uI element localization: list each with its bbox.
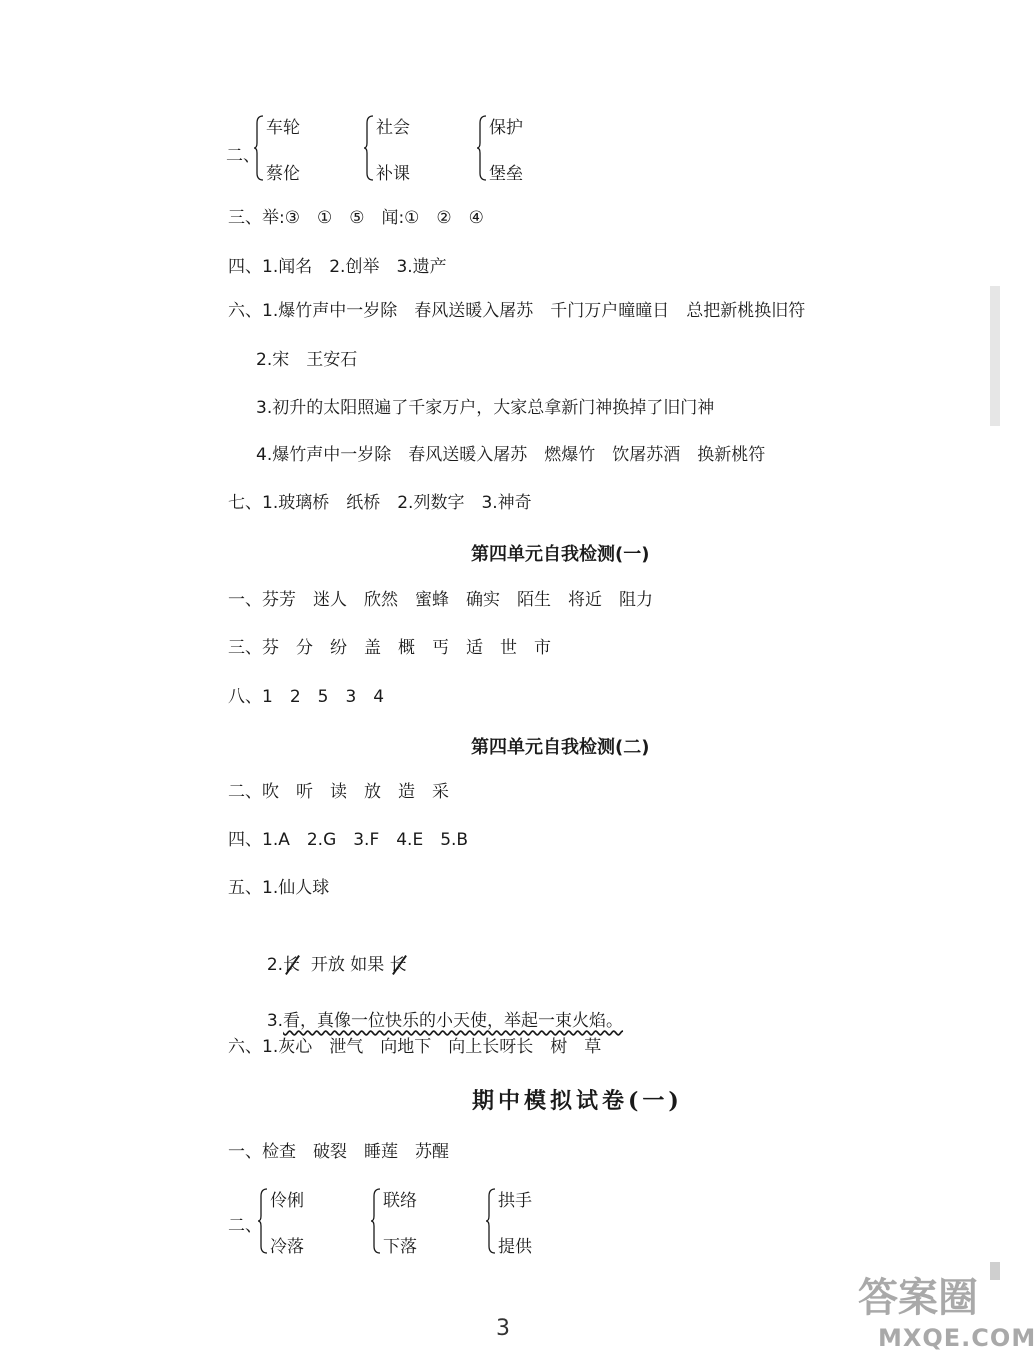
midterm1-q2-group-2-top: 联络 [383, 1191, 417, 1211]
unit4-2-q6-answer: 六、1.灰心 泄气 向地下 向上长呀长 树 草 [228, 1037, 602, 1057]
brace-icon [477, 115, 487, 181]
section-title-unit4-test2: 第四单元自我检测(二) [471, 737, 650, 758]
q6-answer-4: 4.爆竹声中一岁除 春风送暖入屠苏 燃爆竹 饮屠苏酒 换新桃符 [256, 445, 766, 465]
brace-icon [254, 115, 264, 181]
q7-answer: 七、1.玻璃桥 纸桥 2.列数字 3.神奇 [228, 493, 532, 513]
midterm1-q2-group-2-bottom: 下落 [383, 1237, 417, 1257]
q2-group-3 [477, 113, 557, 185]
struck-word: 长 [283, 955, 301, 975]
watermark-url: MXQE.COM [878, 1324, 1036, 1352]
q2-group-1 [254, 113, 334, 185]
q2-prefix: 二、 [226, 146, 260, 166]
unit4-2-q5-answer-1: 五、1.仙人球 [228, 878, 330, 898]
q6-answer-3: 3.初升的太阳照遍了千家万户，大家总拿新门神换掉了旧门神 [256, 398, 715, 418]
q5-2-word: 开放 [310, 955, 345, 975]
brace-icon [258, 1188, 268, 1254]
brace-icon [486, 1188, 496, 1254]
struck-word: 长 [389, 955, 407, 975]
unit4-1-q8-answer: 八、1 2 5 3 4 [228, 687, 385, 707]
unit4-1-q3-answer: 三、芬 分 纷 盖 概 丐 适 世 市 [228, 638, 551, 658]
q2-group-3-bottom: 堡垒 [489, 164, 523, 184]
brace-icon [371, 1188, 381, 1254]
midterm1-q2-group-1-bottom: 冷落 [270, 1237, 304, 1257]
page-number: 3 [496, 1316, 510, 1341]
q2-group-2-bottom: 补课 [376, 164, 410, 184]
scan-edge-mark [990, 286, 1000, 426]
midterm1-q2-group-3 [486, 1186, 566, 1258]
q5-3-prefix: 3. [266, 1011, 284, 1031]
unit4-2-q5-answer-3 [256, 988, 623, 1032]
unit4-2-q2-answer: 二、吹 听 读 放 造 采 [228, 782, 449, 802]
unit4-2-q4-answer: 四、1.A 2.G 3.F 4.E 5.B [228, 830, 469, 850]
midterm1-q2-group-2 [371, 1186, 451, 1258]
midterm1-q2-prefix: 二、 [228, 1216, 262, 1236]
q6-answer-2: 2.宋 王安石 [256, 350, 358, 370]
q2-group-1-bottom: 蔡伦 [266, 164, 300, 184]
section-title-midterm1: 期中模拟试卷(一) [472, 1088, 683, 1114]
unit4-2-q5-answer-2 [256, 932, 407, 976]
q4-answer: 四、1.闻名 2.创举 3.遗产 [228, 257, 447, 277]
section-title-unit4-test1: 第四单元自我检测(一) [471, 544, 650, 565]
midterm1-q1-answer: 一、检查 破裂 睡莲 苏醒 [228, 1142, 449, 1162]
brace-icon [364, 115, 374, 181]
q2-group-1-top: 车轮 [266, 118, 300, 138]
q2-group-3-top: 保护 [489, 118, 523, 138]
midterm1-q2-group-1-top: 伶俐 [270, 1191, 304, 1211]
q2-group-2 [364, 113, 444, 185]
q5-2-prefix: 2. [266, 955, 284, 975]
midterm1-q2-group-1 [258, 1186, 338, 1258]
watermark-text: 答案圈 [858, 1275, 978, 1321]
q6-answer-1: 六、1.爆竹声中一岁除 春风送暖入屠苏 千门万户曈曈日 总把新桃换旧符 [228, 301, 806, 321]
watermark-logo [854, 1262, 1036, 1362]
unit4-1-q1-answer: 一、芬芳 迷人 欣然 蜜蜂 确实 陌生 将近 阻力 [228, 590, 653, 610]
wavy-underlined-sentence: 看，真像一位快乐的小天使，举起一束火焰。 [283, 1011, 624, 1031]
q2-group-2-top: 社会 [376, 118, 410, 138]
q3-answer: 三、举:③ ① ⑤ 闻:① ② ④ [228, 208, 484, 228]
midterm1-q2-group-3-bottom: 提供 [498, 1237, 532, 1257]
q5-2-word: 如果 [350, 955, 385, 975]
midterm1-q2-group-3-top: 拱手 [498, 1191, 532, 1211]
